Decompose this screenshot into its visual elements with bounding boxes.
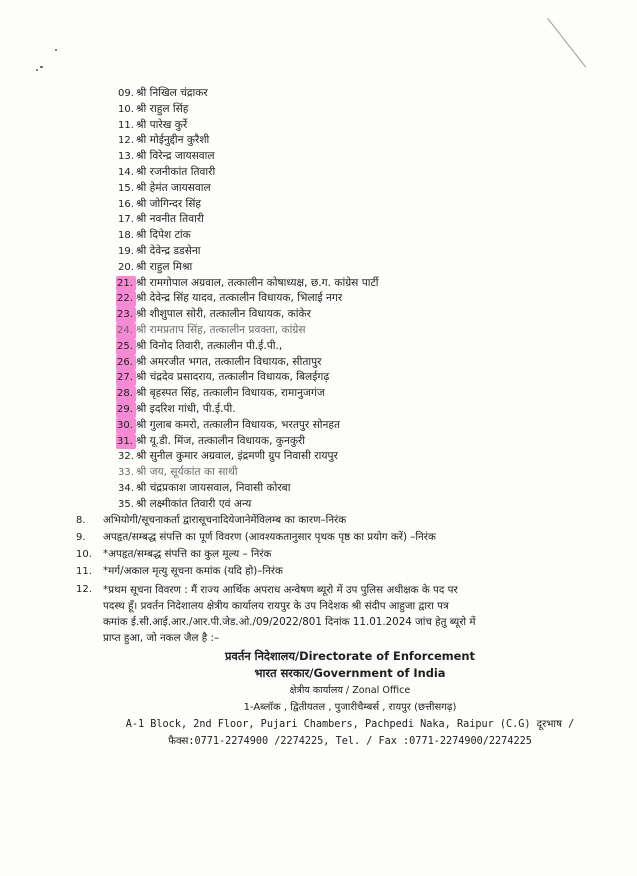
name-list-item <box>118 481 538 497</box>
item-name: श्री रजनीकांत तिवारी <box>136 165 216 178</box>
name-list-item <box>118 149 538 165</box>
accused-name-list <box>118 86 538 513</box>
name-list-item <box>118 386 538 402</box>
item-name: श्री विरेन्द्र जायसवाल <box>136 150 215 163</box>
name-list-item <box>118 118 538 134</box>
field-row <box>76 529 596 546</box>
item-number: 18. <box>118 230 134 242</box>
name-list-item <box>118 260 538 276</box>
name-list-item <box>118 133 538 149</box>
item-name: श्री इदरिश गांधी, पी.ई.पी. <box>136 402 236 415</box>
name-list-item <box>118 197 538 213</box>
item-name: श्री चंद्रदेव प्रसादराय, तत्कालीन विधायक, बिलईगढ़ <box>136 371 330 384</box>
fir-line: *प्रथम सूचना विवरण : मैं राज्य आर्थिक अपराध अन्वेषण ब्यूरो में उप पुलिस अधीक्षक के पद पर <box>103 584 458 596</box>
field-text: *मर्ग/अकाल मृत्यु सूचना कमांक (यदि हो)–निरंक <box>103 565 283 577</box>
item-name: श्री विनोद तिवारी, तत्कालीन पी.ई.पी., <box>136 339 283 352</box>
item-name: श्री जोगिन्दर सिंह <box>136 197 202 210</box>
item-number: 15. <box>118 182 134 194</box>
name-list-item <box>118 465 538 481</box>
item-number: 11. <box>118 119 134 131</box>
item-number: 35. <box>118 498 134 510</box>
scan-mark-line <box>547 18 586 67</box>
item-name: श्री अमरजीत भगत, तत्कालीन विधायक, सीतापुर <box>136 355 322 368</box>
name-list-item <box>118 212 538 228</box>
item-number: 26. <box>116 355 136 371</box>
item-number: 32. <box>118 451 134 463</box>
name-list-item <box>118 307 538 323</box>
name-list-item <box>118 181 538 197</box>
name-list-item <box>118 434 538 450</box>
item-number: 13. <box>118 151 134 163</box>
item-number: 09. <box>118 88 134 99</box>
item-number: 31. <box>116 434 136 450</box>
item-name: श्री पारेख कुर्रे <box>136 118 188 131</box>
name-list-item <box>118 370 538 386</box>
field-number: 11. <box>76 566 92 577</box>
item-number: 24. <box>116 323 136 339</box>
fir-line: प्राप्त हुआ, जो नकल जैल है :– <box>103 632 220 644</box>
item-name: श्री रामगोपाल अग्रवाल, तत्कालीन कोषाध्यक्ष, छ.ग. कांग्रेस पार्टी <box>136 276 379 289</box>
item-name: श्री देवेन्द्र डडसेना <box>136 244 201 257</box>
name-list-item <box>118 323 538 339</box>
item-number: 34. <box>118 482 134 494</box>
name-list-item <box>118 402 538 418</box>
field-row <box>76 512 596 529</box>
name-list-item <box>118 418 538 434</box>
item-name: श्री मोईनुद्दीन कुरैशी <box>136 134 210 147</box>
field-number: 12. <box>76 584 92 595</box>
name-list-item <box>118 355 538 371</box>
item-number: 16. <box>118 198 134 210</box>
field-text: अपहृत/सम्बद्ध संपत्ति का पूर्ण विवरण (आवश्यकतानुसार पृथक पृष्ठ का प्रयोग करें) –निरंक <box>103 531 436 543</box>
field-row <box>76 546 596 563</box>
field-number: 8. <box>76 515 86 526</box>
item-number: 12. <box>118 135 134 147</box>
item-number: 29. <box>116 402 136 418</box>
letterhead-zonal-office: क्षेत्रीय कार्यालय / Zonal Office <box>289 685 411 696</box>
field-number: 10. <box>76 549 92 560</box>
item-name: श्री नवनीत तिवारी <box>136 213 204 226</box>
fir-line: पदस्थ हूँ। प्रवर्तन निदेशालय क्षेत्रीय कार्यालय रायपुर के उप निदेशक श्री संदीप आहुजा द्वारा पत्र <box>103 600 449 612</box>
item-name: श्री रामप्रताप सिंह, तत्कालीन प्रवक्ता, कांग्रेस <box>136 323 306 336</box>
item-name: श्री हेमंत जायसवाल <box>136 181 211 194</box>
name-list-item <box>118 291 538 307</box>
item-name: श्री जय, सूर्यकांत का साथी <box>136 466 238 479</box>
item-name: श्री निखिल चंद्राकर <box>136 87 208 99</box>
item-number: 19. <box>118 245 134 257</box>
scan-speck <box>40 66 43 68</box>
letterhead-government: भारत सरकार/Government of India <box>254 666 446 680</box>
item-name: श्री यू.डी. मिंज, तत्कालीन विधायक, कुनकुरी <box>136 434 306 447</box>
name-list-item <box>118 86 538 102</box>
fir-fields <box>76 512 596 580</box>
item-name: श्री राहुल मिश्रा <box>136 260 193 273</box>
item-number: 21. <box>116 276 136 292</box>
item-number: 10. <box>118 103 134 115</box>
item-number: 28. <box>116 386 136 402</box>
item-name: श्री चंद्रप्रकाश जायसवाल, निवासी कोरबा <box>136 481 291 494</box>
fir-line: कमांक ई.सी.आई.आर./आर.पी.जेड.ओ./09/2022/801 दिनांक 11.01.2024 जांच हेतु ब्यूरो में <box>103 616 476 628</box>
item-name: श्री देवेन्द्र सिंह यादव, तत्कालीन विधायक, भिलाई नगर <box>136 292 343 305</box>
item-number: 30. <box>116 418 136 434</box>
scan-speck <box>55 49 57 51</box>
name-list-item <box>118 497 538 513</box>
item-number: 27. <box>116 370 136 386</box>
item-name: श्री बृहस्पत सिंह, तत्कालीन विधायक, रामानुजगंज <box>136 387 325 400</box>
name-list-item <box>118 165 538 181</box>
item-name: श्री शीशुपाल सोरी, तत्कालीन विधायक, कांकेर <box>136 308 311 321</box>
letterhead-address-english: A-1 Block, 2nd Floor, Pujari Chambers, Pachpedi Naka, Raipur (C.G) दूरभाष / <box>125 719 575 730</box>
field-row <box>76 563 596 580</box>
name-list-item <box>118 244 538 260</box>
ed-letterhead <box>120 648 580 750</box>
item-name: श्री गुलाब कमरो, तत्कालीन विधायक, भरतपुर सोनहत <box>136 418 341 431</box>
letterhead-address-hindi: 1-Aब्लॉक , द्वितीयतल , पुजारीचैम्बर्स , रायपुर (छत्तीसगढ़) <box>243 702 457 713</box>
name-list-item <box>118 339 538 355</box>
item-number: 17. <box>118 214 134 226</box>
name-list-item <box>118 449 538 465</box>
item-name: श्री दिपेश टांक <box>136 229 191 242</box>
name-list-item <box>118 228 538 244</box>
letterhead-contact: फैक्स:0771-2274900 /2274225, Tel. / Fax :0771-2274900/2274225 <box>168 736 532 747</box>
name-list-item <box>118 276 538 292</box>
item-name: श्री सुनील कुमार अग्रवाल, इंद्रमणी ग्रुप निवासी रायपुर <box>136 450 338 463</box>
item-number: 20. <box>118 261 134 273</box>
item-number: 14. <box>118 166 134 178</box>
item-number: 23. <box>116 307 136 323</box>
item-number: 33. <box>118 467 134 479</box>
field-text: *अपहृत/सम्बद्ध संपत्ति का कुल मूल्य – निरंक <box>103 548 272 560</box>
item-number: 22. <box>116 291 136 307</box>
item-name: श्री लक्ष्मीकांत तिवारी एवं अन्य <box>136 497 252 510</box>
item-number: 25. <box>116 339 136 355</box>
item-name: श्री राहुल सिंह <box>136 102 189 115</box>
name-list-item <box>118 102 538 118</box>
letterhead-title: प्रवर्तन निदेशालय/Directorate of Enforcement <box>225 649 475 663</box>
field-text: अभियोगी/सूचनाकर्ता द्वारासूचनादियेजानेमेंविलम्ब का कारण–निरंक <box>103 514 347 526</box>
field-number: 9. <box>76 532 86 543</box>
scan-speck <box>36 69 38 71</box>
